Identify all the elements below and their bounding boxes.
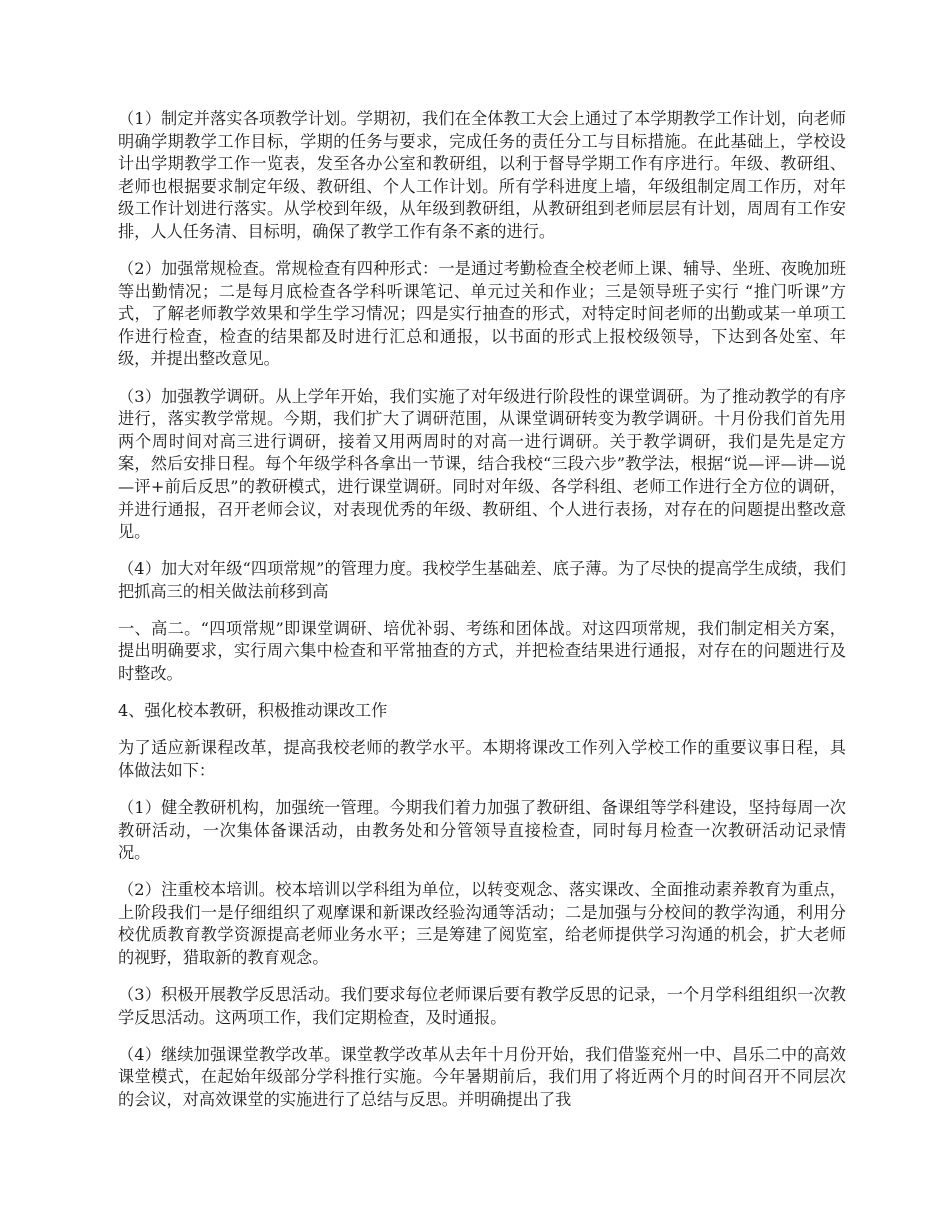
paragraph-plan: （1）制定并落实各项教学计划。学期初，我们在全体教工大会上通过了本学期教学工作计划，向老师明确学期教学工作目标，学期的任务与要求，完成任务的责任分工与目标措施。在此基础上，学校设计出学期教学工作一览表，发至各办公室和教研组，以利于督导学期工作有序进行。年级、教研组、老师也根据要求制定年级、教研组、个人工作计划。所有学科进度上墙，年级组制定周工作历，对年级工作计划进行落实。从学校到年级，从年级到教研组，从教研组到老师层层有计划，周周有工作安排，人人任务清、目标明，确保了教学工作有条不紊的进行。 — [118, 109, 846, 241]
paragraph-intro: 为了适应新课程改革，提高我校老师的教学水平。本期将课改工作列入学校工作的重要议事日程，具体做法如下： — [118, 738, 846, 780]
paragraph-teaching-research: （3）加强教学调研。从上学年开始，我们实施了对年级进行阶段性的课堂调研。为了推动教学的有序进行，落实教学常规。今期，我们扩大了调研范围，从课堂调研转变为教学调研。十月份我们首先用两个周时间对高三进行调研，接着又用两周时的对高一进行调研。关于教学调研，我们是先是定方案，然后安排日程。每个年级学科各拿出一节课，结合我校“三段六步”教学法，根据“说—评—讲—说—评+前后反思”的教研模式，进行课堂调研。同时对年级、各学科组、老师工作进行全方位的调研，并进行通报，召开老师会议，对表现优秀的年级、教研组、个人进行表扬，对存在的问题提出整改意见。 — [118, 386, 846, 542]
paragraph-four-routines: （4）加大对年级“四项常规”的管理力度。我校学生基础差、底子薄。为了尽快的提高学生成绩，我们把抓高三的相关做法前移到高 — [118, 559, 846, 601]
paragraph-research-org: （1）健全教研机构，加强统一管理。今期我们着力加强了教研组、备课组等学科建设，坚持每周一次教研活动，一次集体备课活动，由教务处和分管领导直接检查，同时每月检查一次教研活动记录情况。 — [118, 797, 846, 863]
document-body — [118, 108, 846, 1112]
paragraph-reflection: （3）积极开展教学反思活动。我们要求每位老师课后要有教学反思的记录，一个月学科组组织一次教学反思活动。这两项工作，我们定期检查，及时通报。 — [118, 985, 846, 1027]
section-heading: 4、强化校本教研，积极推动课改工作 — [118, 701, 388, 721]
paragraph-routine-check: （2）加强常规检查。常规检查有四种形式：一是通过考勤检查全校老师上课、辅导、坐班、夜晚加班等出勤情况；二是每月底检查各学科听课笔记、单元过关和作业；三是领导班子实行 “推门听课”方式，了解老师教学效果和学生学习情况；四是实行抽查的形式，对特定时间老师的出勤或某一单项工作进行检查，检查的结果都及时进行汇总和通报，以书面的形式上报校级领导，下达到各处室、年级，并提出整改意见。 — [118, 259, 846, 369]
paragraph-school-training: （2）注重校本培训。校本培训以学科组为单位，以转变观念、落实课改、全面推动素养教育为重点，上阶段我们一是仔细组织了观摩课和新课改经验沟通等活动；二是加强与分校间的教学沟通，利用分校优质教育教学资源提高老师业务水平；三是筹建了阅览室，给老师提供学习沟通的机会，扩大老师的视野，猎取新的教育观念。 — [118, 880, 846, 967]
paragraph-classroom-reform: （4）继续加强课堂教学改革。课堂教学改革从去年十月份开始，我们借鉴兖州一中、昌乐二中的高效课堂模式，在起始年级部分学科推行实施。今年暑期前后，我们用了将近两个月的时间召开不同层次的会议，对高效课堂的实施进行了总结与反思。并明确提出了我 — [118, 1044, 846, 1109]
paragraph-four-routines-cont: 一、高二。“四项常规”即课堂调研、培优补弱、考练和团体战。对这四项常规，我们制定相关方案，提出明确要求，实行周六集中检查和平常抽查的方式，并把检查结果进行通报，对存在的问题进行及时整改。 — [118, 618, 846, 684]
